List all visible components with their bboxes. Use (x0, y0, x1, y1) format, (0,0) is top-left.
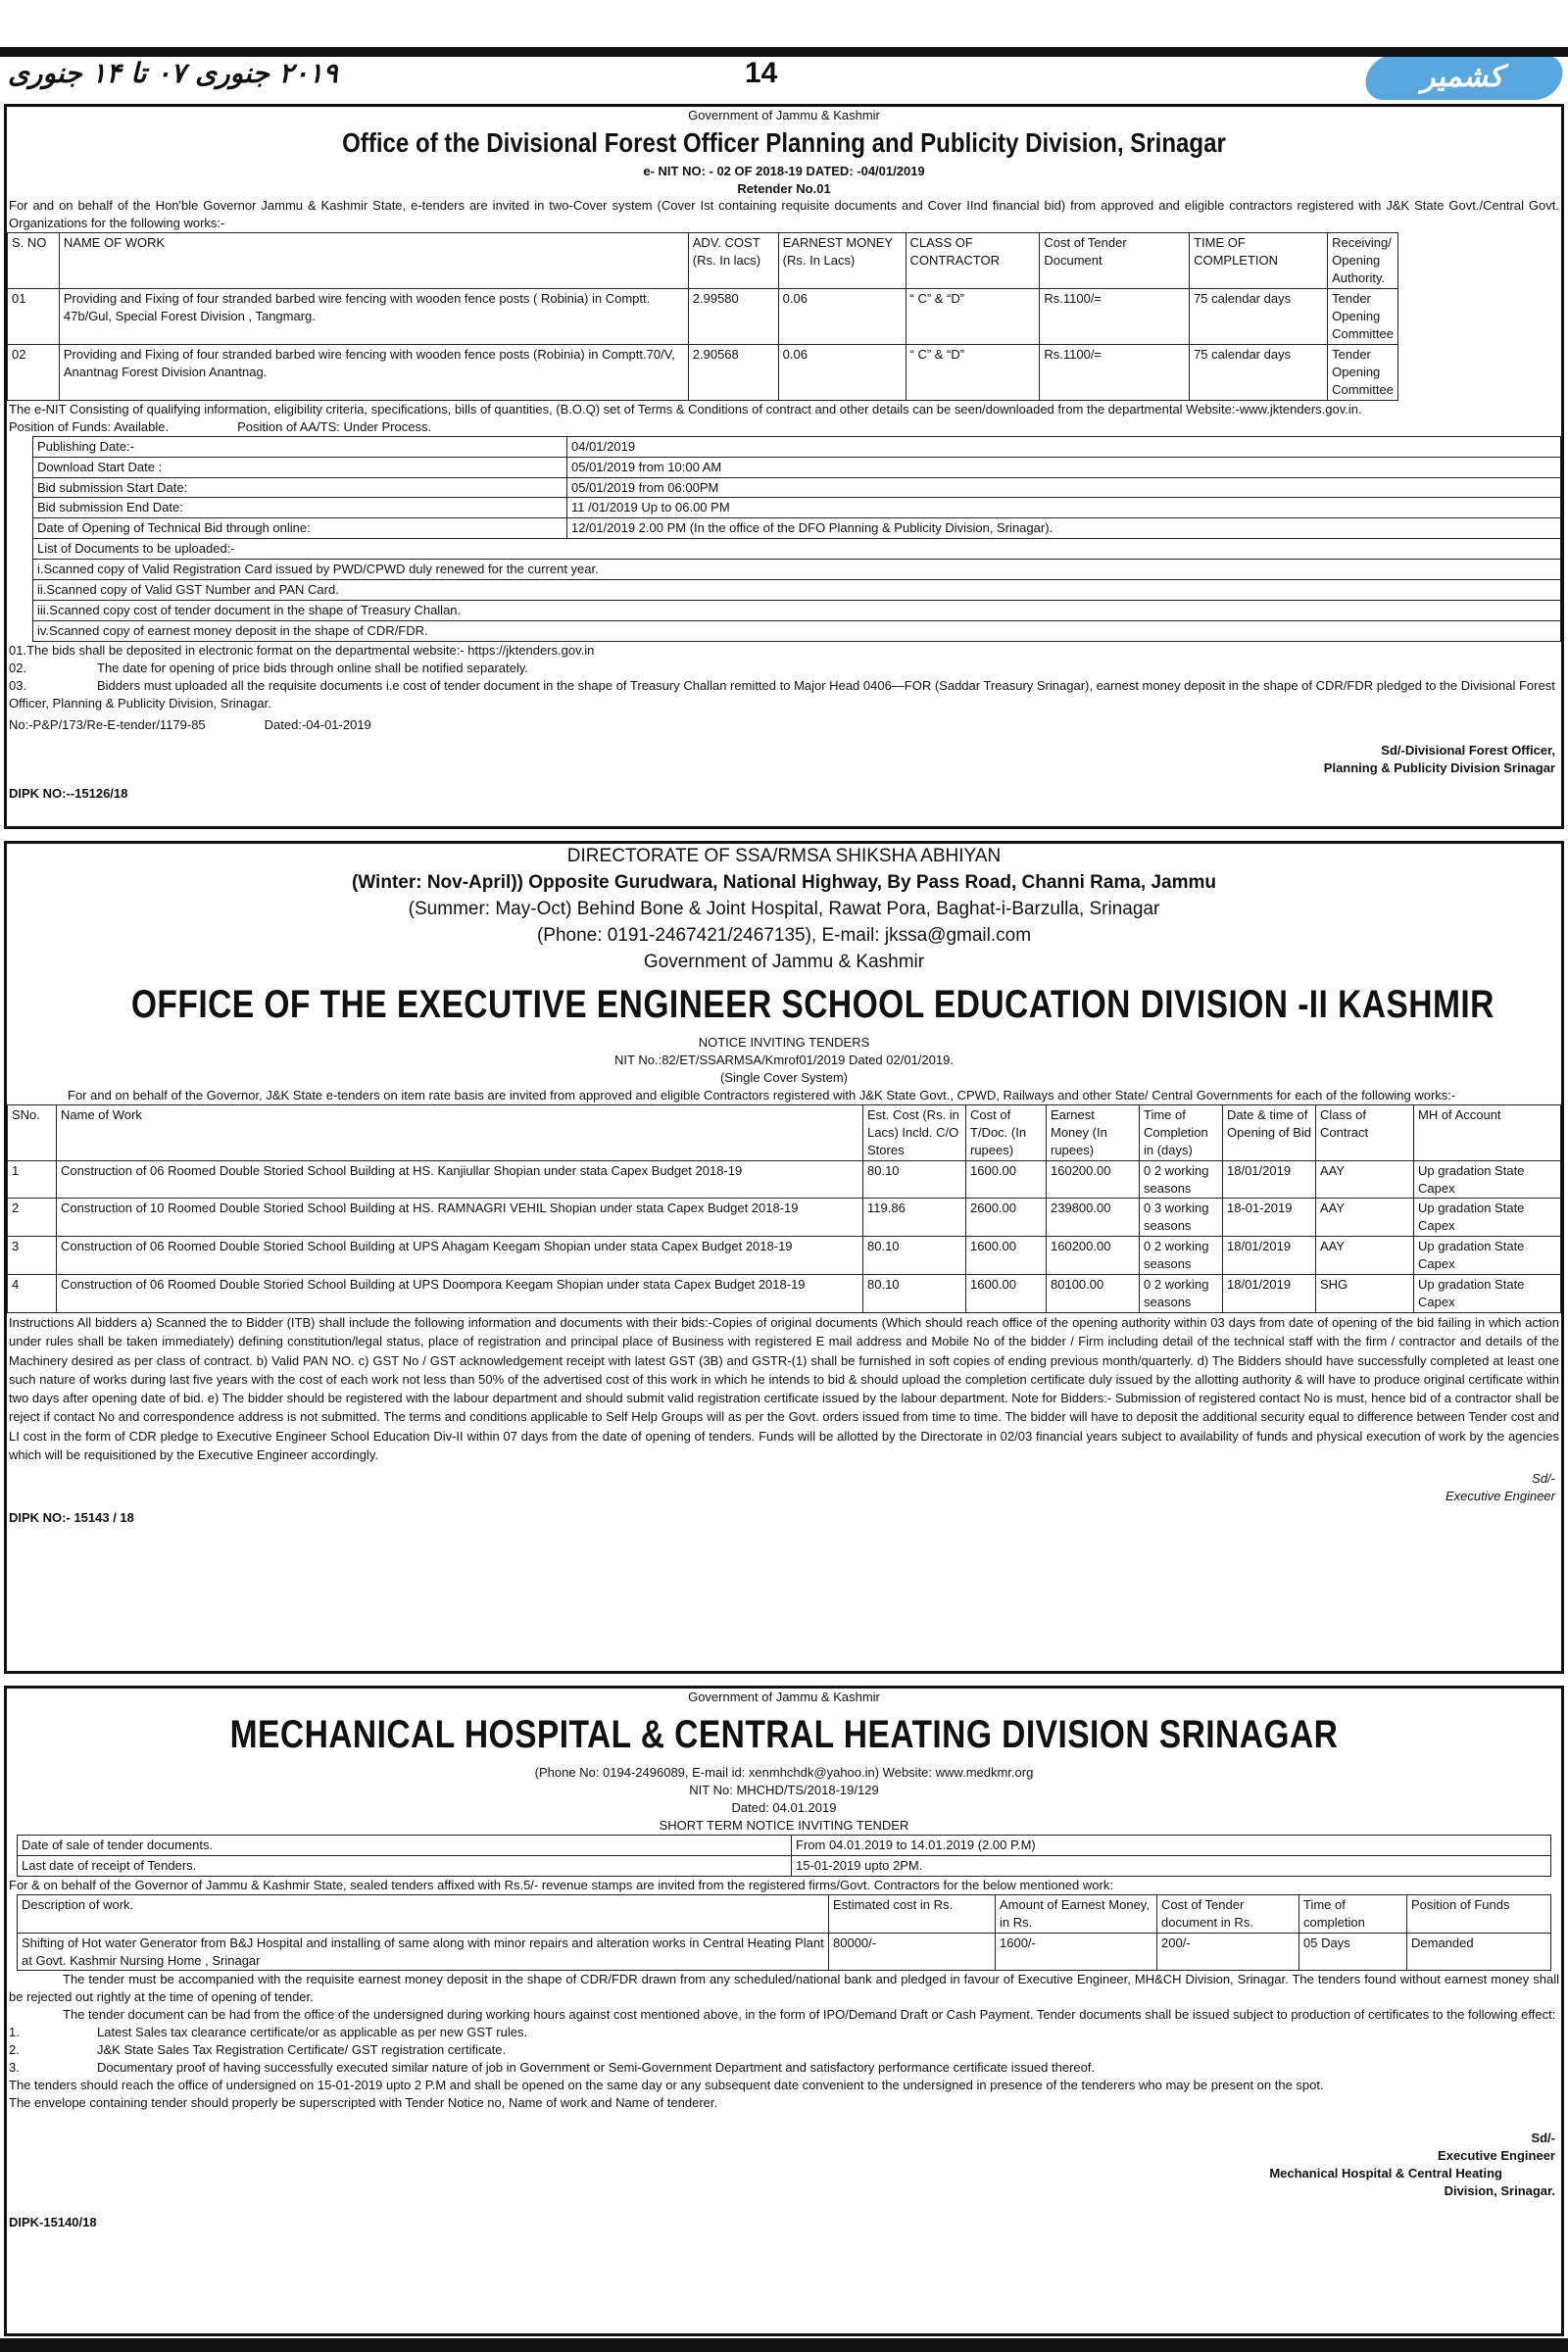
cell: AAY (1316, 1199, 1414, 1237)
note-text: The date for opening of price bids through online shall be notified separately. (97, 660, 528, 675)
intro-paragraph: For & on behalf of the Governor of Jammu & Kashmir State, sealed tenders affixed with Rs.5/- revenue stamps are invited from the registered firms/Govt. Contractors for the below mentioned work: (9, 1877, 1113, 1892)
government-line: Government of Jammu & Kashmir (643, 951, 925, 972)
cell: ii.Scanned copy of Valid GST Number and PAN Card. (33, 580, 1561, 601)
table-row (33, 498, 1561, 518)
signature-line: Sd/- (1531, 2130, 1555, 2145)
header-cell: Date & time of Opening of Bid (1223, 1104, 1316, 1160)
note-number: 03. (9, 677, 27, 693)
tender-notice-school-education (4, 841, 1564, 1674)
office-title: Office of the Divisional Forest Officer Planning and Publicity Division, Srinagar (342, 126, 1226, 158)
cell: 18-01-2019 (1223, 1199, 1316, 1237)
signature-line: Planning & Publicity Division Srinagar (1323, 760, 1555, 775)
contact-line: (Phone No: 0194-2496089, E-mail id: xenmhchdk@yahoo.in) Website: www.medkmr.org (534, 1765, 1034, 1781)
dipk-number: DIPK-15140/18 (9, 2214, 97, 2230)
note-number: 02. (9, 660, 27, 675)
cell: 11 /01/2019 Up to 06.00 PM (567, 498, 1561, 518)
cell: 2.90568 (688, 344, 778, 400)
table-row (8, 344, 1398, 400)
item-number: 1. (9, 2025, 20, 2040)
dipk-number: DIPK NO:- 15143 / 18 (9, 1509, 134, 1525)
cell: SHG (1316, 1275, 1414, 1313)
cell: 0 2 working seasons (1140, 1160, 1223, 1199)
works-table (17, 1894, 1551, 1972)
cell: Bid submission Start Date: (33, 477, 567, 498)
cell: 0.06 (778, 344, 906, 400)
cell: Up gradation State Capex (1414, 1160, 1561, 1199)
note-3 (7, 677, 1561, 712)
cell: 160200.00 (1047, 1160, 1140, 1199)
cell: 75 calendar days (1190, 289, 1328, 345)
table-row (33, 457, 1561, 477)
header-cell: TIME OF COMPLETION (1190, 233, 1328, 289)
government-line: Government of Jammu & Kashmir (688, 108, 880, 122)
cover-system: (Single Cover System) (719, 1069, 849, 1085)
header-cell: CLASS OF CONTRACTOR (906, 233, 1040, 289)
summer-address: (Summer: May-Oct) Behind Bone & Joint Hospital, Rawat Pora, Baghat-i-Barzulla, Srinagar (408, 898, 1160, 919)
table-row (33, 539, 1561, 560)
directorate-line: DIRECTORATE OF SSA/RMSA SHIKSHA ABHIYAN (566, 846, 1002, 866)
newspaper-logo: کشمیر (1361, 55, 1567, 100)
intro-paragraph: For and on behalf of the Hon'ble Governor Jammu & Kashmir State, e-tenders are invited in two-Cover system (Cover Ist containing requisite documents and Cover IInd financial bid) from approved and eligible contractors registered with J&K State Govt./Central Govt. Organizations for the following works:- (9, 198, 1559, 231)
cell: “ C” & “D” (906, 344, 1040, 400)
table-row (33, 601, 1561, 621)
cell: 12/01/2019 2.00 PM (In the office of the DFO Planning & Publicity Division, Srinagar). (567, 518, 1561, 539)
header-cell: Position of Funds (1407, 1894, 1551, 1933)
note-2 (7, 660, 1561, 677)
works-table (7, 232, 1398, 400)
signature-line: Mechanical Hospital & Central Heating (1269, 2165, 1502, 2180)
cell: 1600.00 (966, 1160, 1047, 1199)
cell: 119.86 (863, 1199, 966, 1237)
cell: Tender Opening Committee (1328, 344, 1398, 400)
cell: 80000/- (829, 1933, 996, 1971)
position-funds: Position of Funds: Available. (9, 418, 170, 434)
document-paragraph: The tender document can be had from the office of the undersigned during working hours against cost mentioned above, in the form of IPO/Demand Draft or Cash Payment. Tender documents shall be issued subject to production of certificates to the following effect: (63, 2007, 1556, 2023)
table-row (8, 1199, 1561, 1237)
cell: From 04.01.2019 to 14.01.2019 (2.00 P.M) (792, 1835, 1551, 1855)
cell: 0 2 working seasons (1140, 1275, 1223, 1313)
signature-line: Executive Engineer (1438, 2147, 1555, 2163)
cell: Up gradation State Capex (1414, 1237, 1561, 1275)
cell: AAY (1316, 1160, 1414, 1199)
item-text: Latest Sales tax clearance certificate/or as applicable as per new GST rules. (97, 2025, 528, 2040)
table-row (8, 289, 1398, 345)
cell: “ C” & “D” (906, 289, 1040, 345)
cell: iv.Scanned copy of earnest money deposit in the shape of CDR/FDR. (33, 621, 1561, 642)
cell: 1600.00 (966, 1237, 1047, 1275)
cell: 18/01/2019 (1223, 1160, 1316, 1199)
cell: Download Start Date : (33, 457, 567, 477)
envelope-paragraph: The envelope containing tender should properly be superscripted with Tender Notice no, Name of work and Name of tenderer. (9, 2095, 718, 2110)
table-header-row (8, 1104, 1561, 1160)
list-item (7, 2041, 1561, 2059)
cell: 05/01/2019 from 06:00PM (567, 477, 1561, 498)
cell: 18/01/2019 (1223, 1275, 1316, 1313)
dipk-number: DIPK NO:--15126/18 (9, 785, 128, 801)
table-row (18, 1835, 1551, 1855)
note-text: Bidders must uploaded all the requisite documents i.e cost of tender document in the shape of Treasury Challan remitted to Major Head 0406—FOR (Saddar Treasury Srinagar), earnest money deposit in the shape of CDR/FDR pledged to the Divisional Forest Officer, Planning & Publicity Division, Srinagar. (9, 677, 1555, 710)
cell: Last date of receipt of Tenders. (18, 1855, 792, 1876)
table-row (18, 1855, 1551, 1876)
cell: 3 (8, 1237, 57, 1275)
cell: Date of Opening of Technical Bid through online: (33, 518, 567, 539)
office-title: OFFICE OF THE EXECUTIVE ENGINEER SCHOOL EDUCATION DIVISION -II KASHMIR (130, 982, 1494, 1026)
header-cell: Name of Work (57, 1104, 863, 1160)
cell: Rs.1100/= (1040, 289, 1190, 345)
cell: 80.10 (863, 1275, 966, 1313)
winter-address: (Winter: Nov-April)) Opposite Gurudwara, National Highway, By Pass Road, Channi Rama, Jammu (351, 871, 1217, 893)
position-aa: Position of AA/TS: Under Process. (237, 418, 432, 434)
header-cell: Est. Cost (Rs. in Lacs) Incld. C/O Stores (863, 1104, 966, 1160)
page-number: 14 (745, 57, 778, 89)
table-row (18, 1933, 1551, 1971)
table-header-row (8, 233, 1398, 289)
cell: Providing and Fixing of four stranded barbed wire fencing with wooden fence posts (Robinia) in Comptt.70/V, Anantnag Forest Division Anantnag. (59, 344, 688, 400)
table-row (33, 580, 1561, 601)
emd-paragraph: The tender must be accompanied with the requisite earnest money deposit in the shape of CDR/FDR drawn from any scheduled/national bank and pledged in favour of Executive Engineer, MH&CH Division, Srinagar. The tenders found without earnest money shall be rejected out rightly at the time of opening of tender. (9, 1972, 1559, 2005)
cell: 75 calendar days (1190, 344, 1328, 400)
cell: 80.10 (863, 1160, 966, 1199)
header-cell: Time of Completion in (days) (1140, 1104, 1223, 1160)
cell: 04/01/2019 (567, 436, 1561, 457)
enit-note: The e-NIT Consisting of qualifying information, eligibility criteria, specifications, bills of quantities, (B.O.Q) set of Terms & Conditions of contract and other details can be seen/downloaded from the departmental Website:-www.jktenders.gov.in. (9, 401, 1362, 416)
item-text: J&K State Sales Tax Registration Certificate/ GST registration certificate. (97, 2042, 507, 2058)
cell: 4 (8, 1275, 57, 1313)
works-table (7, 1104, 1561, 1313)
table-row (8, 1237, 1561, 1275)
cell: 18/01/2019 (1223, 1237, 1316, 1275)
masthead-rule (0, 47, 1568, 57)
retender-number: Retender No.01 (737, 180, 831, 196)
cell: 80100.00 (1047, 1275, 1140, 1313)
cell: 01 (8, 289, 60, 345)
header-cell: Receiving/ Opening Authority. (1328, 233, 1398, 289)
reference-number: No:-P&P/173/Re-E-tender/1179-85 (9, 716, 206, 732)
header-cell: Time of completion (1299, 1894, 1407, 1933)
cell: Tender Opening Committee (1328, 289, 1398, 345)
cell: Construction of 06 Roomed Double Storied School Building at UPS Ahagam Keegam Shopian under stata Capex Budget 2018-19 (57, 1237, 863, 1275)
cell: 2.99580 (688, 289, 778, 345)
item-number: 2. (9, 2042, 20, 2058)
header-cell: MH of Account (1414, 1104, 1561, 1160)
table-row (8, 1275, 1561, 1313)
cell: Construction of 06 Roomed Double Storied School Building at UPS Doompora Keegam Shopian under stata Capex Budget 2018-19 (57, 1275, 863, 1313)
masthead (0, 0, 1568, 110)
cell: List of Documents to be uploaded:- (33, 539, 1561, 560)
list-item (7, 2059, 1561, 2077)
government-line: Government of Jammu & Kashmir (688, 1690, 880, 1704)
header-cell: S. NO (8, 233, 60, 289)
note-1: 01.The bids shall be deposited in electronic format on the departmental website:- https://jktenders.gov.in (9, 643, 595, 658)
cell: Construction of 10 Roomed Double Storied School Building at HS. RAMNAGRI VEHIL Shopian under stata Capex Budget 2018-19 (57, 1199, 863, 1237)
header-cell: ADV. COST (Rs. In lacs) (688, 233, 778, 289)
cell: 160200.00 (1047, 1237, 1140, 1275)
table-row (8, 1160, 1561, 1199)
submission-paragraph: The tenders should reach the office of undersigned on 15-01-2019 upto 2 P.M and shall be opened on the same day or any subsequent date convenient to the undersigned in presence of the tenderers who may be present on the spot. (9, 2078, 1324, 2093)
list-item (7, 2024, 1561, 2041)
tender-notice-forest-division (4, 104, 1564, 829)
cell: i.Scanned copy of Valid Registration Card issued by PWD/CPWD duly renewed for the current year. (33, 560, 1561, 580)
office-title: MECHANICAL HOSPITAL & CENTRAL HEATING DIVISION SRINAGAR (229, 1712, 1339, 1756)
item-text: Documentary proof of having successfully executed similar nature of job in Government or Semi-Government Department and satisfactory performance certificate issued thereof. (97, 2060, 1096, 2076)
cell: Rs.1100/= (1040, 344, 1190, 400)
table-row (33, 518, 1561, 539)
cell: 0 2 working seasons (1140, 1237, 1223, 1275)
cell: 05/01/2019 from 10:00 AM (567, 457, 1561, 477)
table-row (33, 477, 1561, 498)
header-cell: Class of Contract (1316, 1104, 1414, 1160)
header-cell: Cost of T/Doc. (In rupees) (966, 1104, 1047, 1160)
nit-number: NIT No.:82/ET/SSARMSA/Kmrof01/2019 Dated 02/01/2019. (614, 1052, 954, 1067)
header-cell: Description of work. (18, 1894, 829, 1933)
cell: 05 Days (1299, 1933, 1407, 1971)
table-row (33, 560, 1561, 580)
notice-title: SHORT TERM NOTICE INVITING TENDER (659, 1817, 909, 1833)
signature-line: Sd/- (1532, 1470, 1555, 1486)
cell: 200/- (1157, 1933, 1299, 1971)
nit-date: Dated: 04.01.2019 (731, 1800, 837, 1815)
position-line (7, 418, 1561, 436)
header-cell: Cost of Tender document in Rs. (1157, 1894, 1299, 1933)
cell: 2 (8, 1199, 57, 1237)
intro-paragraph: For and on behalf of the Governor, J&K State e-tenders on item rate basis are invited from approved and eligible Contractors registered with J&K State Govt., CPWD, Railways and other State/ Central Governments for each of the following works:- (68, 1087, 1456, 1102)
header-cell: Estimated cost in Rs. (829, 1894, 996, 1933)
cell: Shifting of Hot water Generator from B&J Hospital and installing of same along with minor repairs and alteration works in Central Heating Plant at Govt. Kashmir Nursing Home , Srinagar (18, 1933, 829, 1971)
cell: Bid submission End Date: (33, 498, 567, 518)
cell: 239800.00 (1047, 1199, 1140, 1237)
item-number: 3. (9, 2060, 20, 2076)
table-header-row (18, 1894, 1551, 1933)
cell: 15-01-2019 upto 2PM. (792, 1855, 1551, 1876)
tender-notice-mechanical-hospital (4, 1686, 1564, 2336)
cell: 1600/- (996, 1933, 1157, 1971)
cell: Up gradation State Capex (1414, 1275, 1561, 1313)
header-cell: EARNEST MONEY (Rs. In Lacs) (778, 233, 906, 289)
cell: 1600.00 (966, 1275, 1047, 1313)
signature-line: Executive Engineer (1445, 1488, 1555, 1503)
reference-line (7, 716, 1561, 734)
table-row (33, 436, 1561, 457)
header-cell: Cost of Tender Document (1040, 233, 1190, 289)
cell: 0.06 (778, 289, 906, 345)
contact-line: (Phone: 0191-2467421/2467135), E-mail: jkssa@gmail.com (536, 924, 1032, 946)
cell: AAY (1316, 1237, 1414, 1275)
cell: Up gradation State Capex (1414, 1199, 1561, 1237)
header-cell: Amount of Earnest Money, in Rs. (996, 1894, 1157, 1933)
signature-line: Sd/-Divisional Forest Officer, (1381, 742, 1555, 758)
cell: 1 (8, 1160, 57, 1199)
dates-table (32, 436, 1561, 642)
masthead-date: ۲۰۱۹ جنوری ۰۷ تا ۱۴ جنوری (8, 57, 338, 89)
cell: 80.10 (863, 1237, 966, 1275)
cell: Publishing Date:- (33, 436, 567, 457)
nit-number: e- NIT NO: - 02 OF 2018-19 DATED: -04/01/2019 (643, 163, 925, 178)
cell: Demanded (1407, 1933, 1551, 1971)
header-cell: Earnest Money (In rupees) (1047, 1104, 1140, 1160)
header-cell: SNo. (8, 1104, 57, 1160)
cell: Providing and Fixing of four stranded barbed wire fencing with wooden fence posts ( Robinia) in Comptt. 47b/Gul, Special Forest Division , Tangmarg. (59, 289, 688, 345)
table-row (33, 621, 1561, 642)
cell: 2600.00 (966, 1199, 1047, 1237)
cell: Date of sale of tender documents. (18, 1835, 792, 1855)
cell: iii.Scanned copy cost of tender document in the shape of Treasury Challan. (33, 601, 1561, 621)
signature-line: Division, Srinagar. (1444, 2182, 1555, 2198)
notice-title: NOTICE INVITING TENDERS (698, 1035, 870, 1051)
reference-date: Dated:-04-01-2019 (264, 716, 371, 732)
nit-number: NIT No: MHCHD/TS/2018-19/129 (689, 1783, 879, 1798)
cell: 02 (8, 344, 60, 400)
footer-rule (0, 2338, 1568, 2352)
cell: 0 3 working seasons (1140, 1199, 1223, 1237)
sale-dates-table (17, 1835, 1551, 1877)
cell: Construction of 06 Roomed Double Storied School Building at HS. Kanjiullar Shopian under stata Capex Budget 2018-19 (57, 1160, 863, 1199)
instructions-paragraph: Instructions All bidders a) Scanned the to Bidder (ITB) shall include the following information and documents with their bids:-Copies of original documents (Which should reach office of the opening authority within 03 days from date of opening of the bid failing in which action under rules shall be taken immediately) defining constitution/legal status, place of registration and principal place of Business with registered E mail address and Mobile No of the bidder / Firm including detail of the technical staff with the firm / contractor and details of the Machinery desired as per class of contract. b) Valid PAN NO. c) GST No / GST acknowledgement receipt with latest GST (3B) and GSTR-(1) shall be furnished in soft copies of ending previous month/quarterly. d) The Bidders should have successfully completed at least one such nature of works during last five years with the cost of each work not less than 50% of the advertised cost of this work in which he intends to bid & should upload the completion certificate duly issued by the allotting authority & will have to produce original certificate within two days after opening date of bid. e) The bidder should be registered with the labour department and should submit valid registration certificate issued by the labour department. Note for Bidders:- Submission of registered contact No is must, hence bid of a contractor shall be reject if contact No and correspondence address is not submitted. The terms and conditions applicable to Self Help Groups will as per the Govt. orders issued from time to time. The bidder will have to deposit the additional security equal to difference between Tender cost and LI cost in the form of CDR pledge to Executive Engineer School Education Div-II within 07 days from the date of opening of tenders. Funds will be allotted by the Directorate in 02/03 financial years subject to availability of funds and physical execution of work by the agencies which will be requisitioned by the Executive Engineer accordingly. (9, 1315, 1559, 1462)
header-cell: NAME OF WORK (59, 233, 688, 289)
